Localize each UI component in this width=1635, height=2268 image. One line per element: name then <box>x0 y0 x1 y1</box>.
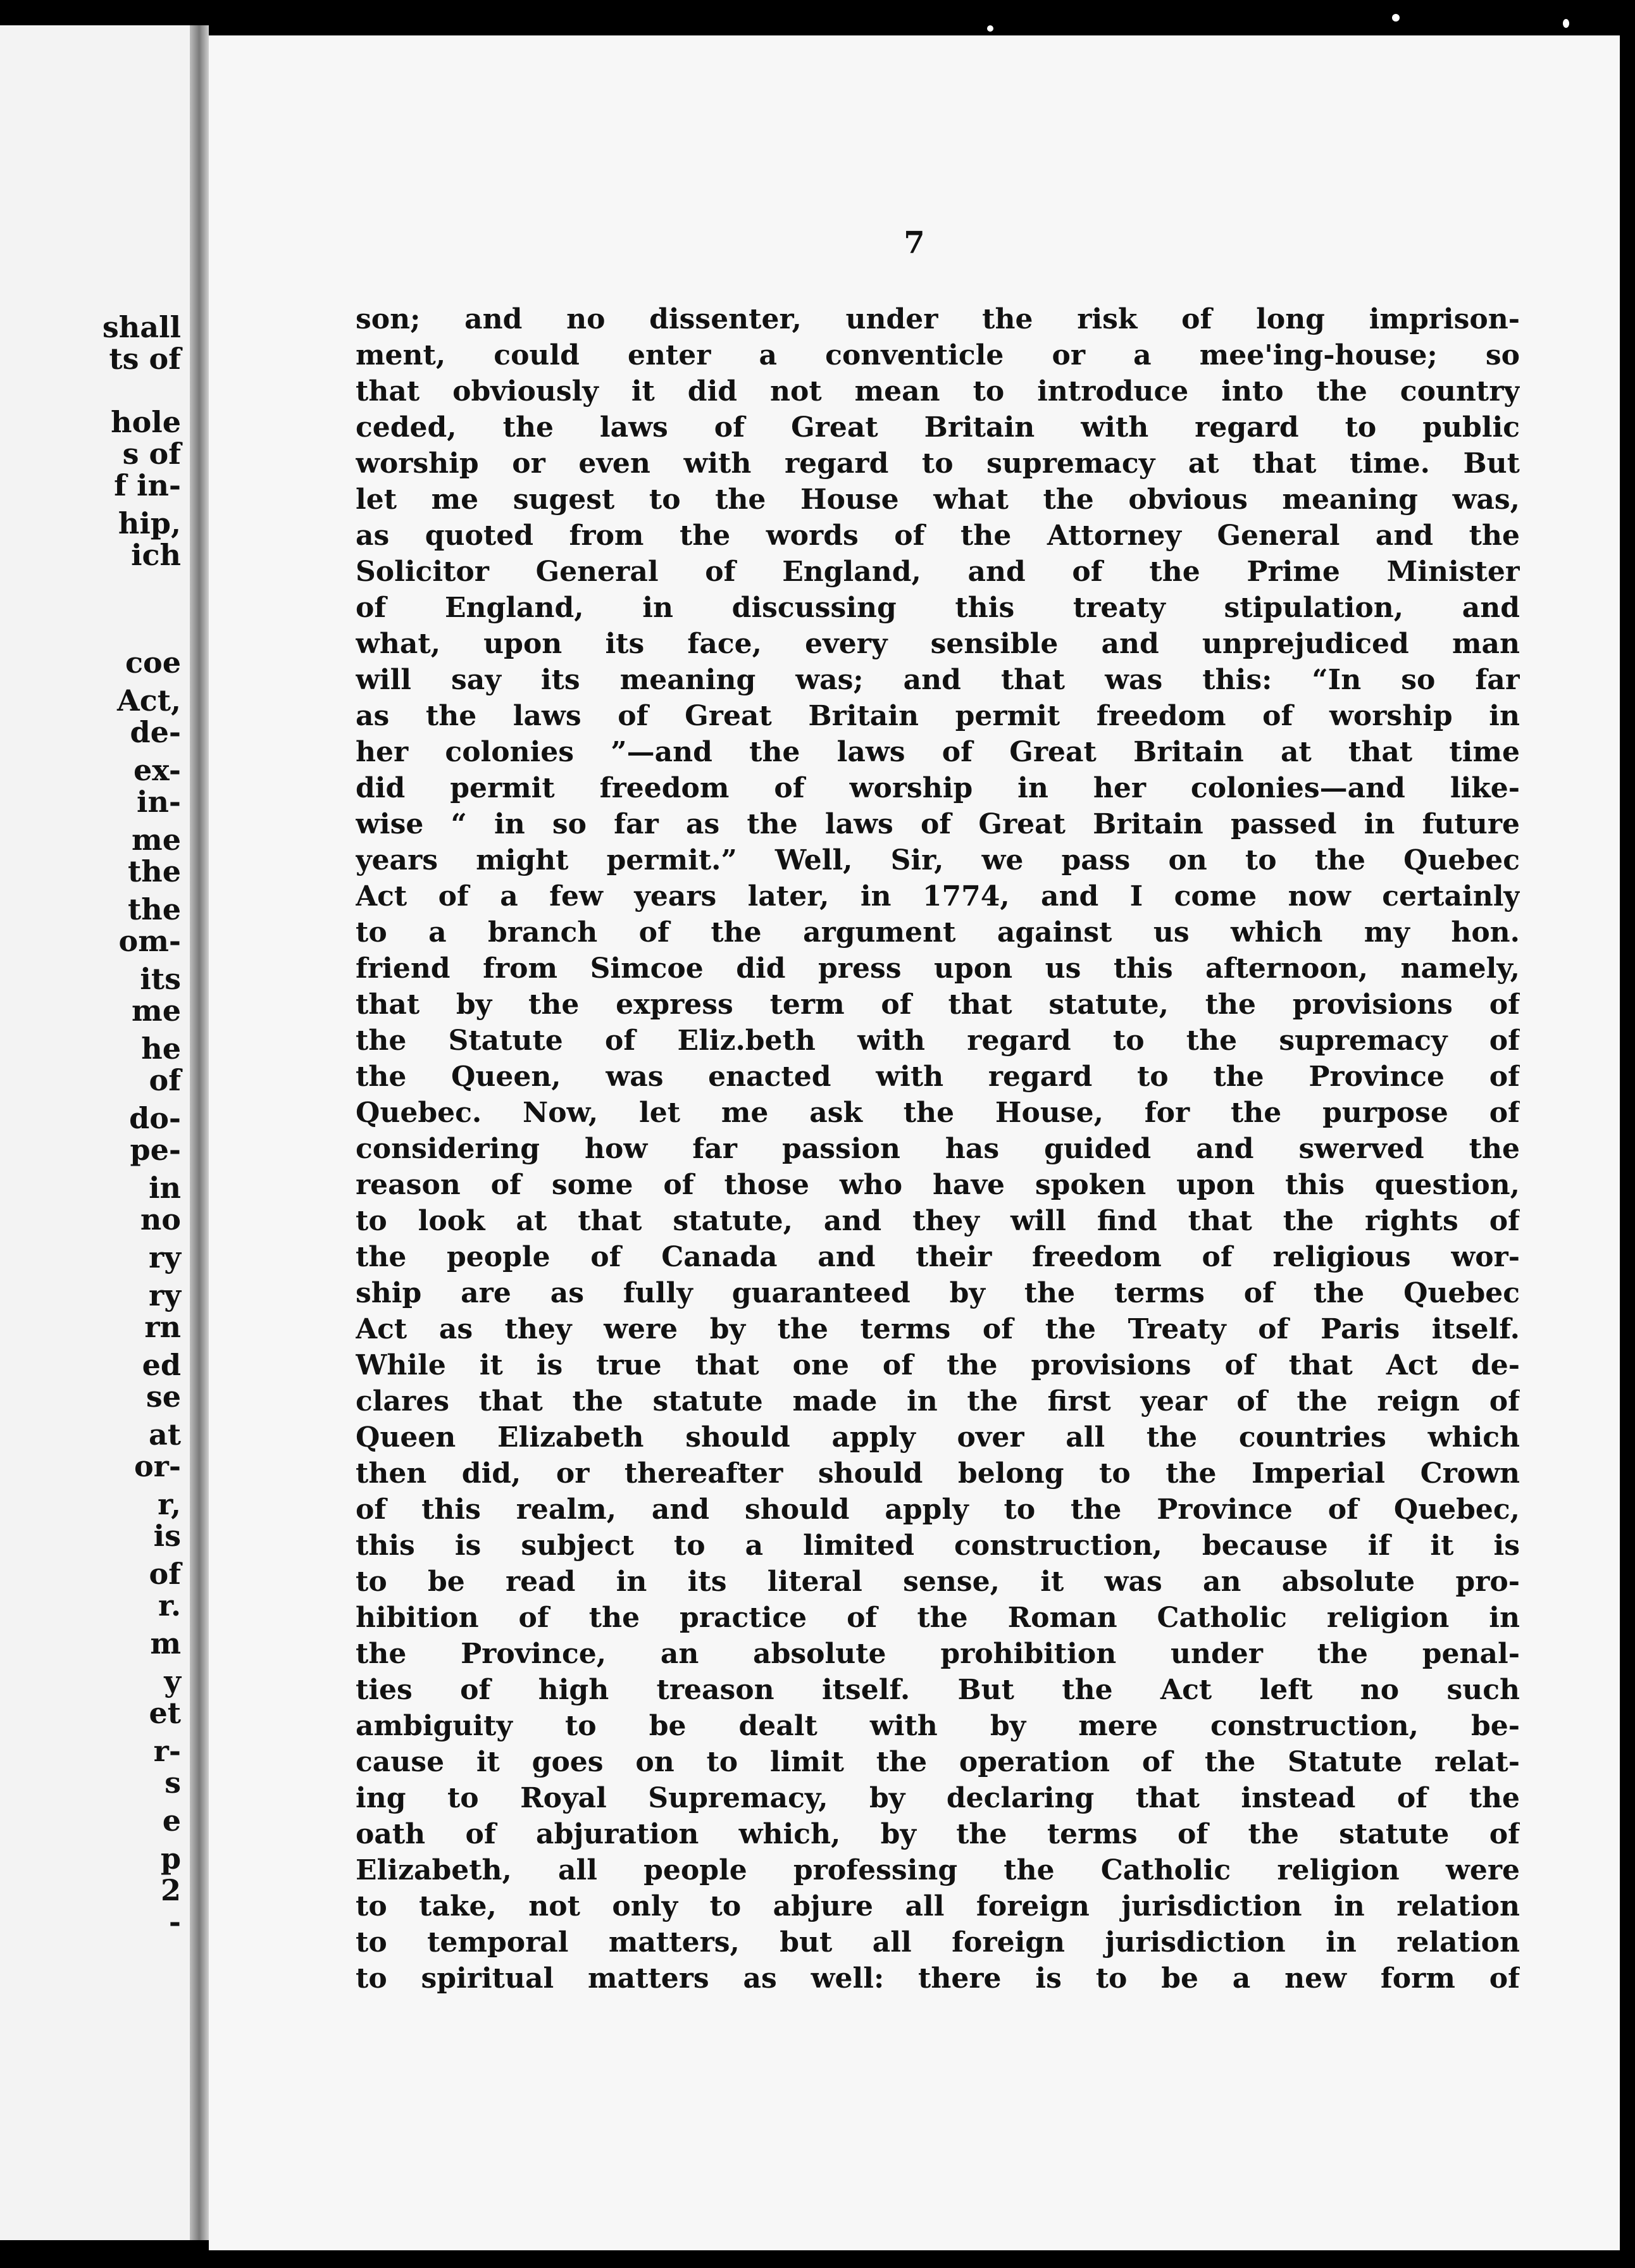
text-line: wise “ in so far as the laws of Great Britain passed in future <box>356 808 1520 840</box>
speck-mark <box>987 25 993 32</box>
text-line: let me sugest to the House what the obvious meaning was, <box>356 483 1520 516</box>
left-fragment-line: he <box>141 1031 181 1066</box>
text-line: reason of some of those who have spoken upon this question, <box>356 1169 1520 1201</box>
left-fragment-line: hip, <box>118 506 181 540</box>
left-fragment-line: om- <box>118 924 181 958</box>
text-line: ties of high treason itself. But the Act left no such <box>356 1674 1520 1706</box>
text-line: Solicitor General of England, and of the Prime Minister <box>356 556 1520 588</box>
text-line: Act as they were by the terms of the Treaty of Paris itself. <box>356 1313 1520 1345</box>
text-line: of this realm, and should apply to the Province of Quebec, <box>356 1493 1520 1526</box>
left-fragment-line: ich <box>131 538 181 572</box>
text-line: to look at that statute, and they will find that the rights of <box>356 1205 1520 1237</box>
left-fragment-line: no <box>140 1202 181 1237</box>
left-fragment-line: ry <box>149 1278 181 1312</box>
text-line: that obviously it did not mean to introduce into the country <box>356 375 1520 408</box>
body-text <box>356 301 1520 1997</box>
left-fragment-line: in <box>149 1171 181 1205</box>
text-line: ambiguity to be dealt with by mere construction, be- <box>356 1710 1520 1742</box>
text-line: of England, in discussing this treaty stipulation, and <box>356 592 1520 624</box>
text-line: ship are as fully guaranteed by the terms of the Quebec <box>356 1277 1520 1309</box>
text-line: as quoted from the words of the Attorney General and the <box>356 520 1520 552</box>
left-fragment-line: or- <box>134 1449 181 1483</box>
left-fragment-line: de- <box>130 715 181 749</box>
left-fragment-line: ry <box>149 1240 181 1274</box>
left-fragment-line: its <box>140 962 181 996</box>
left-fragment-line: s of <box>122 437 181 471</box>
left-fragment-line: coe <box>125 645 181 680</box>
left-fragment-line: et <box>149 1696 181 1730</box>
left-fragment-line: - <box>168 1905 181 1939</box>
text-line: will say its meaning was; and that was this: “In so far <box>356 664 1520 696</box>
text-line: friend from Simcoe did press upon us this afternoon, namely, <box>356 952 1520 985</box>
text-line: hibition of the practice of the Roman Catholic religion in <box>356 1602 1520 1634</box>
speck-mark <box>1563 19 1569 28</box>
speck-mark <box>1392 14 1400 22</box>
text-line: Elizabeth, all people professing the Catholic religion were <box>356 1854 1520 1886</box>
text-line: did permit freedom of worship in her colonies—and like- <box>356 772 1520 804</box>
left-fragment-line: y <box>164 1664 181 1698</box>
text-line: While it is true that one of the provisions of that Act de- <box>356 1349 1520 1381</box>
left-fragment-line: of <box>149 1063 181 1097</box>
left-page-fragment <box>0 25 190 2240</box>
left-fragment-line: 2 <box>160 1873 181 1907</box>
text-line: what, upon its face, every sensible and unprejudiced man <box>356 628 1520 660</box>
main-page <box>209 35 1620 2250</box>
text-line: considering how far passion has guided and swerved the <box>356 1133 1520 1165</box>
text-line: ceded, the laws of Great Britain with regard to public <box>356 411 1520 444</box>
left-fragment-line: m <box>150 1626 181 1660</box>
left-fragment-line: is <box>153 1519 181 1553</box>
text-line: as the laws of Great Britain permit freedom of worship in <box>356 700 1520 732</box>
left-fragment-line: se <box>146 1380 181 1414</box>
text-line: Act of a few years later, in 1774, and I come now certainly <box>356 880 1520 913</box>
left-fragment-line: r- <box>153 1734 181 1768</box>
text-line: to take, not only to abjure all foreign jurisdiction in relation <box>356 1890 1520 1922</box>
text-line: her colonies ”—and the laws of Great Britain at that time <box>356 736 1520 768</box>
page-gutter <box>190 25 209 2240</box>
left-fragment-line: ex- <box>134 753 181 787</box>
text-line: the Statute of Eliz.beth with regard to the supremacy of <box>356 1025 1520 1057</box>
text-line: worship or even with regard to supremacy at that time. But <box>356 447 1520 480</box>
text-line: to temporal matters, but all foreign jurisdiction in relation <box>356 1926 1520 1959</box>
text-line: this is subject to a limited construction, because if it is <box>356 1530 1520 1562</box>
left-fragment-line: hole <box>111 405 181 439</box>
text-line: the Queen, was enacted with regard to the Province of <box>356 1061 1520 1093</box>
text-line: the Province, an absolute prohibition under the penal- <box>356 1638 1520 1670</box>
left-fragment-line: do- <box>129 1101 181 1135</box>
text-line: oath of abjuration which, by the terms of the statute of <box>356 1818 1520 1850</box>
left-fragment-line: at <box>148 1418 181 1452</box>
text-line: the people of Canada and their freedom of religious wor- <box>356 1241 1520 1273</box>
text-line: then did, or thereafter should belong to the Imperial Crown <box>356 1457 1520 1490</box>
left-fragment-line: pe- <box>130 1133 181 1167</box>
left-fragment-line: me <box>132 994 181 1028</box>
text-line: ment, could enter a conventicle or a mee'ing-house; so <box>356 339 1520 371</box>
left-fragment-line: f in- <box>114 468 181 502</box>
left-fragment-line: e <box>162 1804 181 1838</box>
left-fragment-line: shall <box>102 310 181 344</box>
text-line: son; and no dissenter, under the risk of long imprison- <box>356 303 1520 335</box>
left-fragment-line: p <box>160 1841 181 1876</box>
left-fragment-line: r. <box>158 1588 181 1623</box>
left-fragment-line: s <box>165 1766 181 1800</box>
left-fragment-line: rn <box>144 1310 181 1344</box>
text-line: to spiritual matters as well: there is to be a new form of <box>356 1962 1520 1995</box>
left-fragment-line: r, <box>158 1487 181 1521</box>
text-line: to a branch of the argument against us which my hon. <box>356 916 1520 949</box>
left-fragment-line: the <box>128 854 181 888</box>
left-fragment-line: in- <box>136 785 181 819</box>
left-fragment-line: the <box>128 892 181 926</box>
left-fragment-line: ts of <box>109 342 181 376</box>
text-line: years might permit.” Well, Sir, we pass on to the Quebec <box>356 844 1520 876</box>
left-fragment-line: me <box>132 823 181 857</box>
text-line: clares that the statute made in the first year of the reign of <box>356 1385 1520 1418</box>
left-fragment-line: ed <box>142 1348 181 1382</box>
text-line: that by the express term of that statute, the provisions of <box>356 988 1520 1021</box>
left-fragment-line: of <box>149 1557 181 1591</box>
text-line: ing to Royal Supremacy, by declaring that instead of the <box>356 1782 1520 1814</box>
text-line: Queen Elizabeth should apply over all the countries which <box>356 1421 1520 1454</box>
text-line: Quebec. Now, let me ask the House, for the purpose of <box>356 1097 1520 1129</box>
left-fragment-line: Act, <box>117 683 181 718</box>
text-line: cause it goes on to limit the operation of the Statute relat- <box>356 1746 1520 1778</box>
text-line: to be read in its literal sense, it was an absolute pro- <box>356 1566 1520 1598</box>
page-number: 7 <box>904 225 925 261</box>
